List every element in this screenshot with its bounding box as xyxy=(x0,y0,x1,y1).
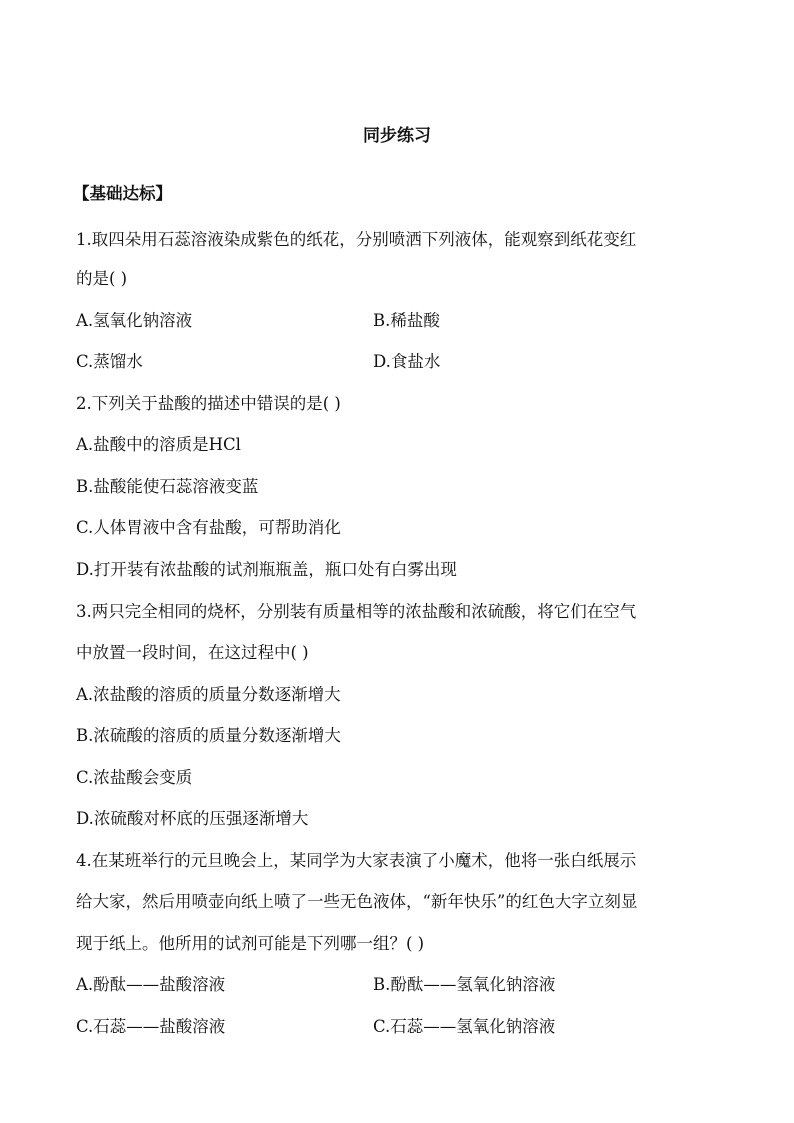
question-4-stem-line-3: 现于纸上。他所用的试剂可能是下列哪一组？( ) xyxy=(76,934,425,953)
question-4-option-c: C.石蕊——盐酸溶液 xyxy=(76,1017,226,1036)
question-1-stem-line-1: 1.取四朵用石蕊溶液染成紫色的纸花，分别喷洒下列液体，能观察到纸花变红 xyxy=(76,230,637,249)
question-1-stem-line-2: 的是( ) xyxy=(76,269,128,288)
question-4-option-a: A.酚酞——盐酸溶液 xyxy=(76,975,226,994)
question-4-option-d: C.石蕊——氢氧化钠溶液 xyxy=(373,1017,556,1036)
question-4-stem-line-1: 4.在某班举行的元旦晚会上，某同学为大家表演了小魔术，他将一张白纸展示 xyxy=(76,851,637,870)
page-title: 同步练习 xyxy=(363,126,431,146)
question-1-option-b: B.稀盐酸 xyxy=(373,311,440,330)
question-3-option-c: C.浓盐酸会变质 xyxy=(76,768,193,787)
question-2-option-b: B.盐酸能使石蕊溶液变蓝 xyxy=(76,477,259,496)
question-4-stem-line-2: 给大家，然后用喷壶向纸上喷了一些无色液体，“新年快乐”的红色大字立刻显 xyxy=(76,892,638,911)
question-3-option-b: B.浓硫酸的溶质的质量分数逐渐增大 xyxy=(76,726,341,745)
question-1-option-a: A.氢氧化钠溶液 xyxy=(76,311,193,330)
question-2-stem: 2.下列关于盐酸的描述中错误的是( ) xyxy=(76,394,341,413)
question-2-option-c: C.人体胃液中含有盐酸，可帮助消化 xyxy=(76,518,341,537)
question-3-option-a: A.浓盐酸的溶质的质量分数逐渐增大 xyxy=(76,685,341,704)
question-2-option-d: D.打开装有浓盐酸的试剂瓶瓶盖，瓶口处有白雾出现 xyxy=(76,560,457,579)
section-heading: 【基础达标】 xyxy=(73,184,172,203)
question-3-stem-line-2: 中放置一段时间，在这过程中( ) xyxy=(76,643,309,662)
question-1-option-c: C.蒸馏水 xyxy=(76,352,143,371)
question-4-option-b: B.酚酞——氢氧化钠溶液 xyxy=(373,975,556,994)
question-1-option-d: D.食盐水 xyxy=(373,352,441,371)
question-3-option-d: D.浓硫酸对杯底的压强逐渐增大 xyxy=(76,809,309,828)
question-2-option-a: A.盐酸中的溶质是HCl xyxy=(76,435,241,454)
question-3-stem-line-1: 3.两只完全相同的烧杯，分别装有质量相等的浓盐酸和浓硫酸，将它们在空气 xyxy=(76,602,637,621)
